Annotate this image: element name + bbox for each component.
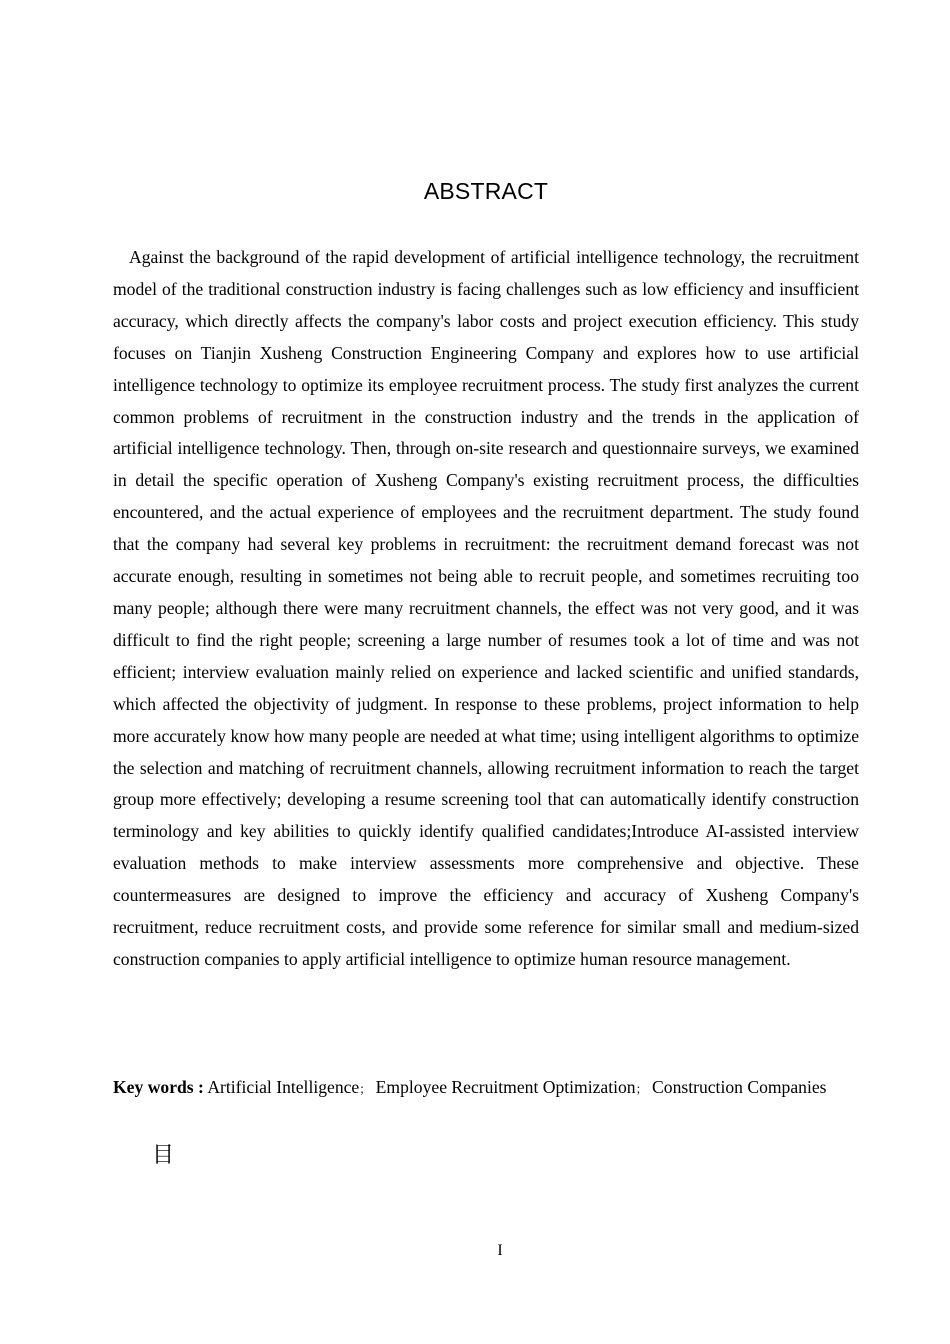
page-number: I [497,1242,503,1259]
keywords-label: Key words : [113,1077,204,1097]
toc-heading: 目 [152,1143,175,1168]
keyword-item: Employee Recruitment Optimization [375,1077,636,1097]
keyword-item: Artificial Intelligence [207,1077,360,1097]
keyword-item: Construction Companies [652,1077,827,1097]
keyword-separator: ； [635,1082,648,1096]
keyword-separator: ； [359,1082,372,1096]
abstract-body: Against the background of the rapid development of artificial intelligence technology, the recruitment model of the traditional construction industry is facing challenges such as low efficiency and insufficient accuracy, which directly affects the company's labor costs and project execution efficiency. This study focuses on Tianjin Xusheng Construction Engineering Company and explores how to use artificial intelligence technology to optimize its employee recruitment process. The study first analyzes the current common problems of recruitment in the construction industry and the trends in the application of artificial intelligence technology. Then, through on-site research and questionnaire surveys, we examined in detail the specific operation of Xusheng Company's existing recruitment process, the difficulties encountered, and the actual experience of employees and the recruitment department. The study found that the company had several key problems in recruitment: the recruitment demand forecast was not accurate enough, resulting in sometimes not being able to recruit people, and sometimes recruiting too many people; although there were many recruitment channels, the effect was not very good, and it was difficult to find the right people; screening a large number of resumes took a lot of time and was not efficient; interview evaluation mainly relied on experience and lacked scientific and unified standards, which affected the objectivity of judgment. In response to these problems, project information to help more accurately know how many people are needed at what time; using intelligent algorithms to optimize the selection and matching of recruitment channels, allowing recruitment information to reach the target group more effectively; developing a resume screening tool that can automatically identify construction terminology and key abilities to quickly identify qualified candidates;Introduce AI-assisted interview evaluation methods to make interview assessments more comprehensive and objective. These countermeasures are designed to improve the efficiency and accuracy of Xusheng Company's recruitment, reduce recruitment costs, and provide some reference for similar small and medium-sized construction companies to apply artificial intelligence to optimize human resource management. [113,247,859,969]
abstract-title: ABSTRACT [423,178,549,204]
keywords-line [113,1072,859,1106]
